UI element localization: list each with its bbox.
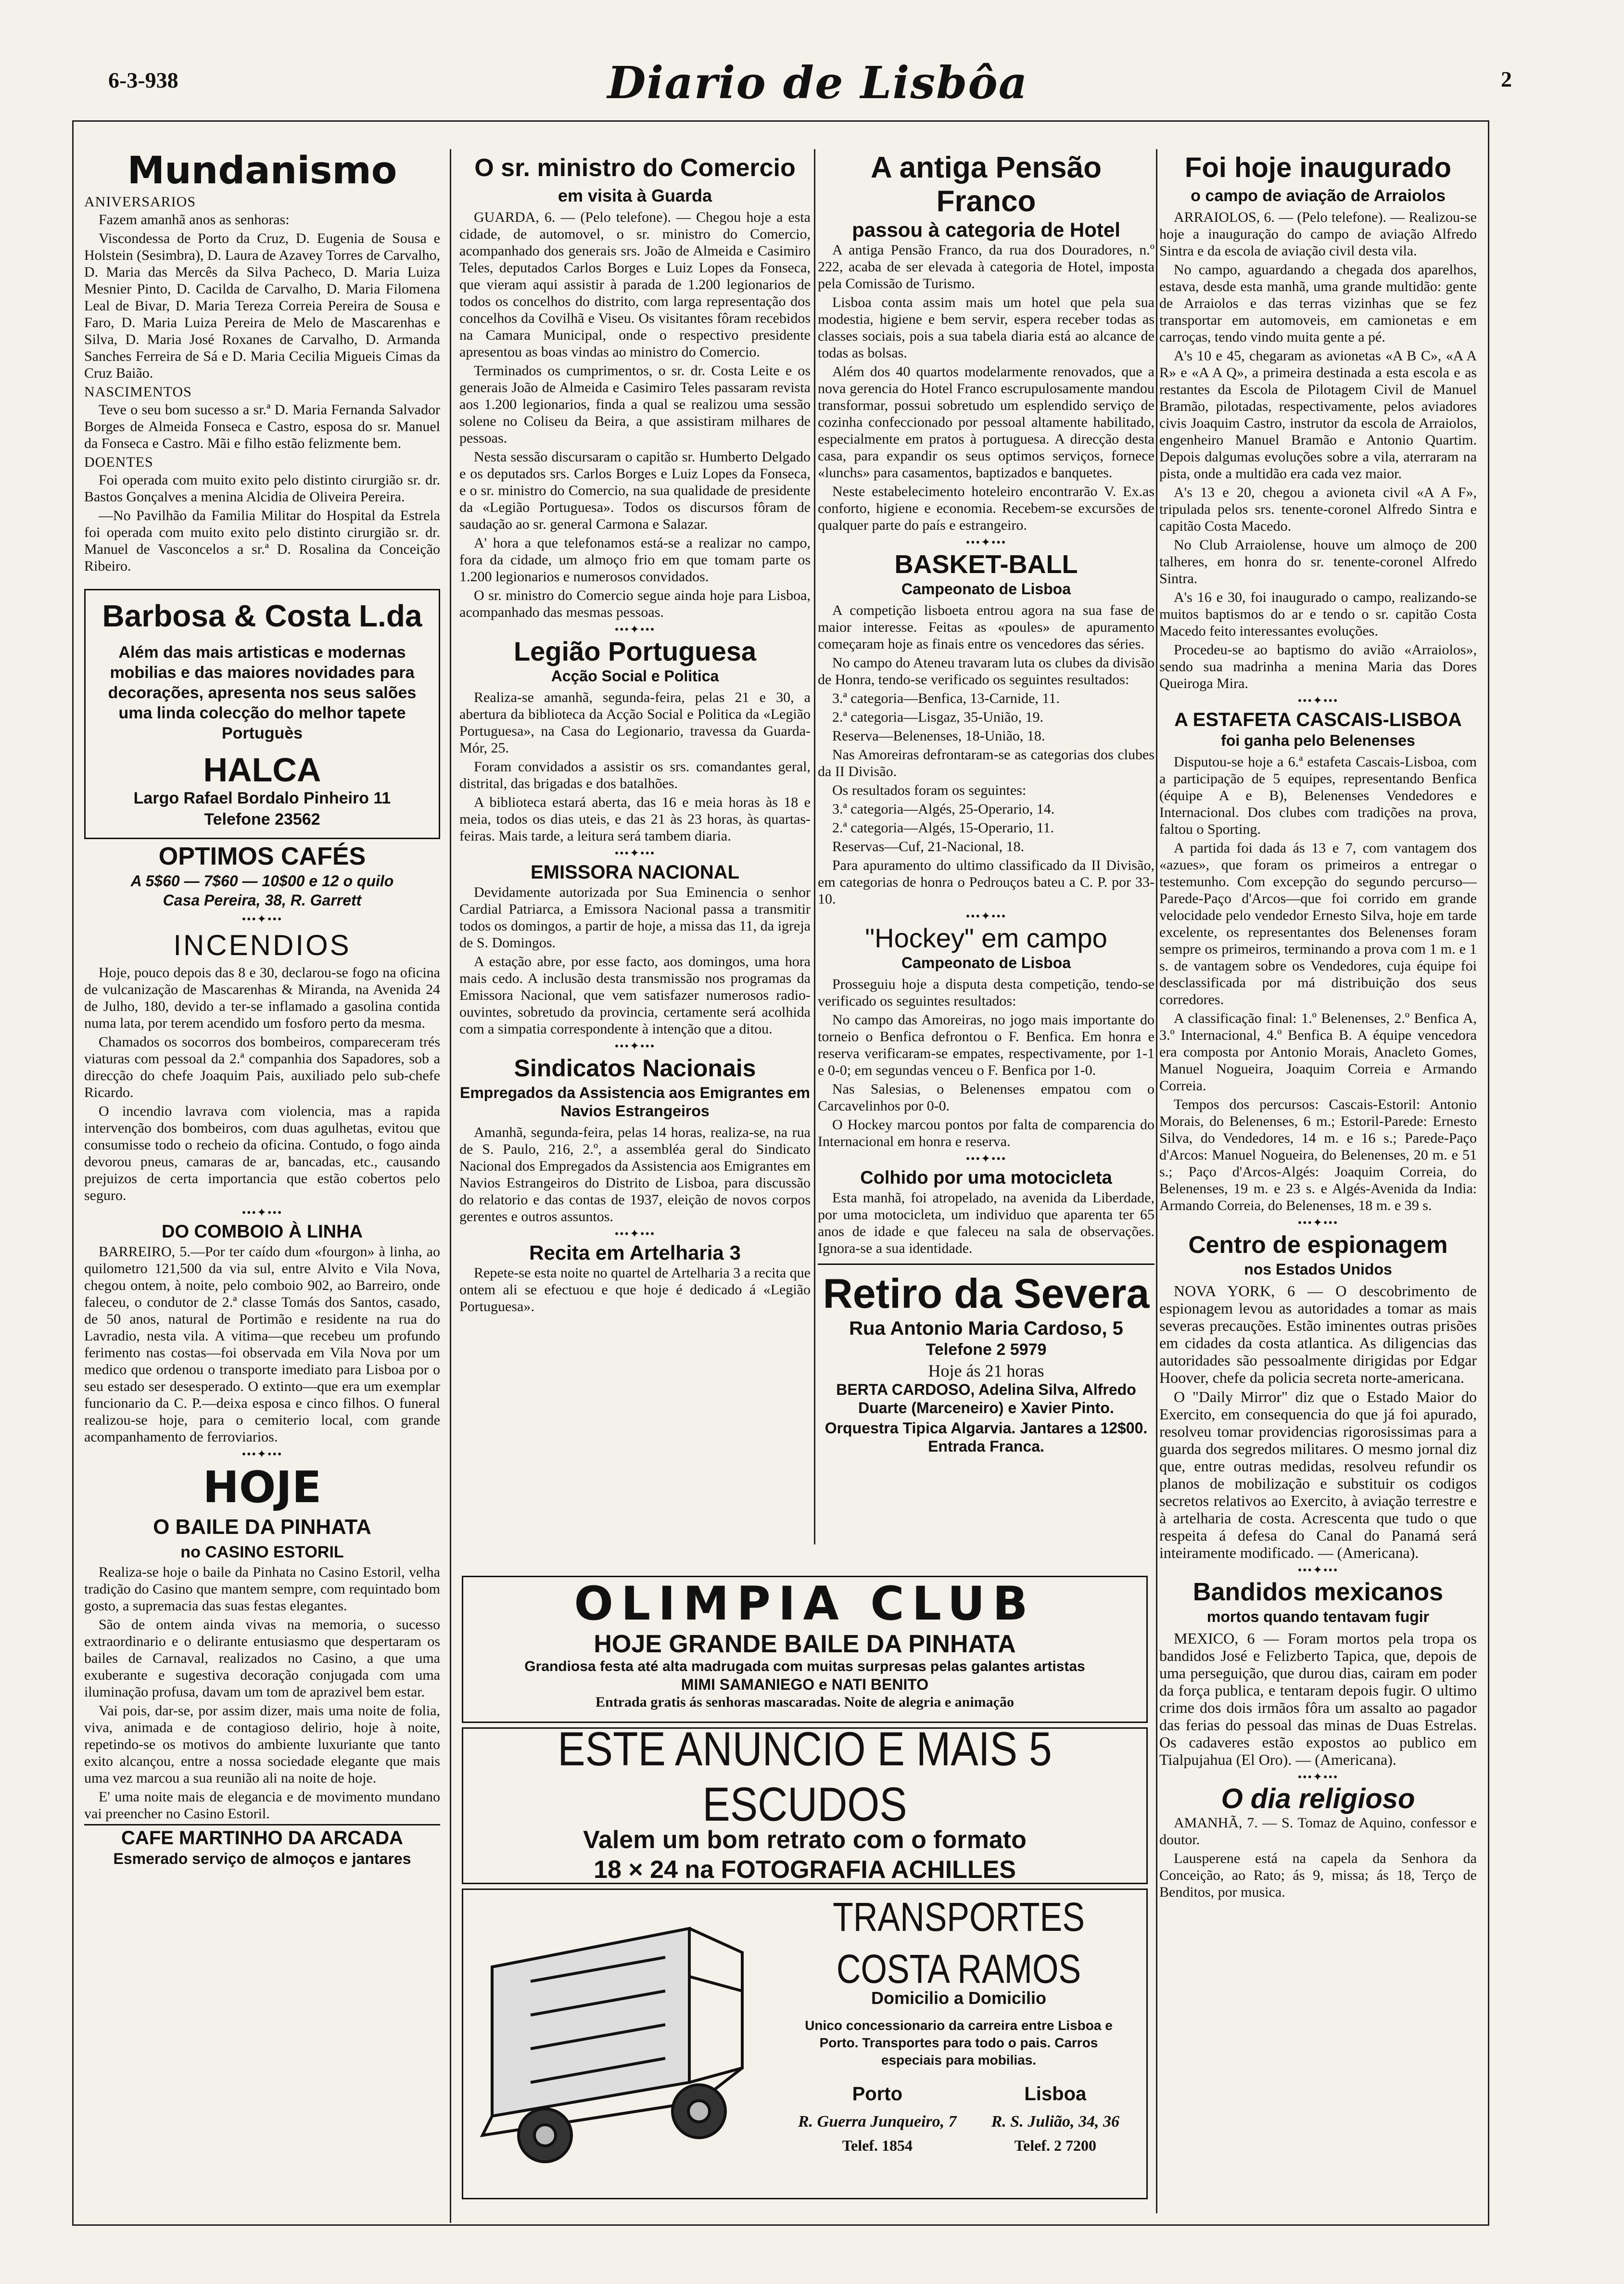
paragraph: NOVA YORK, 6 — O descobrimento de espionagem levou as autoridades a tomar as mais severas precauções. Estão iminentes outras prisões em cidades da costa atlantica. As diligencias das autoridades são pessoalmente dirigidas por Edgar Hoover, chefe da policia secreta norte-americana. xyxy=(1159,1282,1477,1386)
incendios-title: INCENDIOS xyxy=(173,929,351,961)
retiro-phone: Telefone 2 5979 xyxy=(926,1340,1047,1359)
separator: •••✦••• xyxy=(1297,695,1339,707)
paragraph: Disputou-se hoje a 6.ª estafeta Cascais-Lisboa, com a participação de 5 equipes, representando Benfica (équipe A e B), Belenenses Vendedores e Internacional. Dos clubes com tradições na prova, faltou o Sporting. xyxy=(1159,754,1477,837)
lisboa-block xyxy=(991,2083,1119,2155)
barbosa-name: Barbosa & Costa L.da xyxy=(102,599,422,633)
paragraph: Amanhã, segunda-feira, pelas 14 horas, realiza-se, na rua de S. Paulo, 216, 2.º, a assembléa geral do Sindicato Nacional dos Empregados da Assistencia aos Emigrantes em Navios Estrangeiros do Distrito de Lisboa, para discussão do relatorio e das contas de 1937, eleição de novos corpos gerentes e outros assuntos. xyxy=(459,1124,811,1225)
lisboa-phone: Telef. 2 7200 xyxy=(1014,2137,1096,2154)
separator: •••✦••• xyxy=(241,913,283,926)
paragraph: Realiza-se hoje o baile da Pinhata no Casino Estoril, velha tradição do Casino que mantem sempre, com requintado bom gosto, a supremacia das suas festas elegantes. xyxy=(84,1564,440,1614)
paragraph: GUARDA, 6. — (Pelo telefone). — Chegou hoje a esta cidade, de automovel, o sr. ministro do Comercio, acompanhado dos generais srs. João de Almeida e Casimiro Teles, deputados Carlos Borges e Luiz Lopes da Fonseca, que vieram aqui assistir à parada de 1.200 legionarios de todos os concelhos do distrito, com larga representação dos concelhos da Covilhã e Viseu. Os visitantes fôram recebidos na Camara Municipal, onde o respectivo presidente apresentou as boas vindas ao ministro do Comercio. xyxy=(459,209,811,360)
column-rule xyxy=(450,1516,451,2223)
paragraph: Fazem amanhã anos as senhoras: xyxy=(99,212,290,228)
result-line: Reserva—Belenenses, 18-União, 18. xyxy=(832,728,1045,744)
paragraph: Lisboa conta assim mais um hotel que pela sua modestia, higiene e bem servir, espera receber todas as classes sociais, pois a sua tabela diaria está ao alcance de todas as bolsas. xyxy=(818,294,1155,361)
espionagem-title: Centro de espionagem xyxy=(1188,1231,1448,1258)
barbosa-phone: Telefone 23562 xyxy=(204,810,320,829)
result-line: 3.ª categoria—Algés, 25-Operario, 14. xyxy=(832,801,1055,817)
retiro-hours: Hoje ás 21 horas xyxy=(928,1361,1044,1380)
paragraph: Chamados os socorros dos bombeiros, compareceram trés viaturas com pessoal da 2.ª companhia dos Sapadores, sob a direcção do chefe Joaquim Pais, auxiliado pelo sub-chefe Ricardo. xyxy=(84,1034,440,1100)
anuncio-sub: Valem um bom retrato com o formato xyxy=(583,1826,1027,1854)
paragraph: MEXICO, 6 — Foram mortos pela tropa os bandidos José e Felizberto Tapica, que, depois de uma perseguição, que durou dias, cairam em poder da força publica, e tentaram depois fugir. O ultimo crime dos dois irmãos fôra um assalto ao pagador das ferias do pessoal das minas de Duas Estrelas. Os cadaveres estão expostos ao publico em Tialpujahua (El Oro). — (Americana). xyxy=(1159,1630,1477,1768)
cafes-title: OPTIMOS CAFÉS xyxy=(158,842,366,870)
paragraph: A's 10 e 45, chegaram as avionetas «A B C», «A A R» e «A A Q», a primeira destinada a esta escola e as restantes da Escola de Pilotagem Civil de Manuel Bramão, pilotadas, respectivamente, pelos aviadores civis Joaquim Castro, instrutor da escola de Arraiolos, engenheiro Manuel Bramão e Antonio Quartim. Depois dalgumas evoluções sobre a vila, aterraram na pista, onde a multidão era cada vez maior. xyxy=(1159,348,1477,482)
column-1 xyxy=(84,149,440,2218)
transportes-text-block xyxy=(781,1894,1137,2155)
separator: •••✦••• xyxy=(614,1040,656,1053)
lisboa-label: Lisboa xyxy=(1024,2083,1087,2105)
separator: •••✦••• xyxy=(614,847,656,860)
paragraph: Viscondessa de Porto da Cruz, D. Eugenia de Sousa e Holstein (Sesimbra), D. Laura de Azavey Torres de Carvalho, D. Maria das Mercês da Silva Pacheco, D. Maria Luiza Mesnier Pinto, D. Cacilda de Carvalho, D. Maria Filomena Leal de Bivar, D. Maria Tereza Correia Pereira de Sousa e Faro, D. Maria Luiza Pereira de Melo de Mascarenhas e Silva, D. Maria José Roxanes de Carvalho, D. Armanda Sanches Ferreira de Sá e D. Maria Cecilia Migueis Cimas da Cruz Baião. xyxy=(84,230,440,381)
paragraph: Lausperene está na capela da Senhora da Conceição, ao Rato; ás 9, missa; ás 18, Terço de Benditos, por musica. xyxy=(1159,1850,1477,1900)
hockey-sub: Campeonato de Lisboa xyxy=(901,954,1071,971)
paragraph: Prosseguiu hoje a disputa desta competição, tendo-se verificado os seguintes resultados: xyxy=(818,976,1155,1009)
paragraph: E' uma noite mais de elegancia e de movimento mundano vai preencher no Casino Estoril. xyxy=(84,1789,440,1822)
basket-title: BASKET-BALL xyxy=(894,550,1078,579)
retiro-title: Retiro da Severa xyxy=(823,1271,1150,1317)
estafeta-title: A ESTAFETA CASCAIS-LISBOA xyxy=(1174,709,1462,730)
retiro-severa-ad xyxy=(818,1263,1155,1455)
legiao-title: Legião Portuguesa xyxy=(513,636,757,666)
paragraph: O "Daily Mirror" diz que o Estado Maior do Exercito, em consequencia do que já foi apurado, resolveu tomar providencias rigorosissimas para a guarda dos segredos militares. O mesmo jornal diz que, entre outras medidas, resolveu refundir os planos de mobilização e substituir os codigos secretos relativos ao Exercito, à aviação terrestre e à artelharia de costa. Acrescenta que tudo o que respeita á defesa do Canal do Panamá será inteiramente modificado. — (Americana). xyxy=(1159,1388,1477,1561)
bandidos-title: Bandidos mexicanos xyxy=(1193,1578,1444,1606)
paragraph: Terminados os cumprimentos, o sr. dr. Costa Leite e os generais João de Almeida e Casimiro Teles passaram revista aos 1.200 legionarios, finda a qual se realizou uma sessão solene no Coliseu da Beira, a que assistiram milhares de pessoas. xyxy=(459,363,811,446)
paragraph: Nas Salesias, o Belenenses empatou com o Carcavelinhos por 0-0. xyxy=(818,1081,1155,1114)
anuncio-title: ESTE ANUNCIO E MAIS 5 ESCUDOS xyxy=(558,1727,1052,1831)
paragraph: —No Pavilhão da Familia Militar do Hospital da Estrela foi operada com muito exito pelo distinto cirurgião sr. dr. Manuel de Vasconcelos a sr.ª D. Rosalina da Conceição Ribeiro. xyxy=(84,508,440,574)
porto-block xyxy=(798,2083,957,2155)
ministro-sub: em visita à Guarda xyxy=(558,186,712,205)
paragraph: A antiga Pensão Franco, da rua dos Douradores, n.º 222, acaba de ser elevada à categoria de Hotel, imposta pela Comissão de Turismo. xyxy=(818,242,1155,292)
paragraph: No Club Arraiolense, houve um almoço de 200 talheres, em honra do sr. tenente-coronel Alfredo Sintra. xyxy=(1159,537,1477,587)
paragraph: A estação abre, por esse facto, aos domingos, uma hora mais cedo. A inclusão desta transmissão nos programas da Emissora Nacional, que vem satisfazer numerosos radio-ouvintes, sobretudo da provincia, certamente será acolhida com a simpatia correspondente à intenção que a ditou. xyxy=(459,954,811,1037)
inaugurado-sub: o campo de aviação de Arraiolos xyxy=(1191,187,1446,205)
paragraph: Nesta sessão discursaram o capitão sr. Humberto Delgado e os deputados srs. Carlos Borges e Luiz Lopes da Fonseca, e o sr. ministro do Comercio, na sua qualidade de presidente da «Legião Portuguesa». Todos os discursos fôram de saudação ao sr. general Carmona e Salazar. xyxy=(459,449,811,532)
paragraph: A biblioteca estará aberta, das 16 e meia horas às 18 e meia, todos os dias uteis, e das 21 às 23 horas, às quartas-feiras. Mais tarde, a leitura será tambem diaria. xyxy=(459,794,811,844)
recita-title: Recita em Artelharia 3 xyxy=(529,1241,741,1264)
paragraph: Vai pois, dar-se, por assim dizer, mais uma noite de folia, viva, animada e de contagioso delirio, hoje à noite, repetindo-se os motivos do ambiente luxuriante que tanto exito alcançou, entre a nossa sociedade elegante que mais uma vez marcou a sua reunião ali na noite de hoje. xyxy=(84,1703,440,1786)
transportes-sub: Domicilio a Domicilio xyxy=(871,1988,1047,2008)
paragraph: A partida foi dada ás 13 e 7, com vantagem dos «azues», que foram os primeiros a entregar o testemunho. Com excepção do segundo percurso—Parede-Paço d'Arcos—que foi corrido em grande velocidade pelo vendedor Ernesto Silva, hoje em tarde excelente, os representantes dos Belenenses foram sempre os primeiros, terminando a prova com 1 m. e 1 s. de vantagem sobre os Vendedores, cuja équipe foi desclassificada por má distribuição dos seus corredores. xyxy=(1159,840,1477,1008)
paragraph: Foram convidados a assistir os srs. comandantes geral, distrital, das brigadas e dos batalhões. xyxy=(459,759,811,791)
aniversarios-heading: ANIVERSARIOS xyxy=(84,194,196,210)
pensao-sub: passou à categoria de Hotel xyxy=(852,218,1120,241)
basket-sub: Campeonato de Lisboa xyxy=(901,580,1071,598)
transportes-title: TRANSPORTES COSTA RAMOS xyxy=(833,1894,1085,1991)
paragraph: Nas Amoreiras defrontaram-se as categorias dos clubes da II Divisão. xyxy=(818,747,1155,779)
anuncio-size: 18 × 24 na FOTOGRAFIA ACHILLES xyxy=(594,1856,1016,1884)
column-4 xyxy=(1159,149,1477,2218)
paragraph: AMANHÃ, 7. — S. Tomaz de Aquino, confessor e doutor. xyxy=(1159,1815,1477,1848)
separator: •••✦••• xyxy=(965,910,1007,923)
page-number: 2 xyxy=(1501,67,1512,91)
transportes-text: Unico concessionario da carreira entre Lisboa e Porto. Transportes para todo o pais. Carros especiais para mobilias. xyxy=(805,2018,1113,2067)
olimpia-club-ad xyxy=(462,1576,1148,1723)
hoje-title: HOJE xyxy=(203,1462,322,1513)
barbosa-text: Além das mais artisticas e modernas mobilias e das maiores novidades para decorações, apresenta nos seus salões uma linda colecção do melhor tapete Portuguès xyxy=(108,643,417,742)
nascimentos-heading: NASCIMENTOS xyxy=(84,384,192,400)
paragraph: O sr. ministro do Comercio segue ainda hoje para Lisboa, acompanhado das mesmas pessoas. xyxy=(459,587,811,620)
masthead-title: Diario de Lisbôa xyxy=(607,57,1028,109)
separator: •••✦••• xyxy=(1297,1771,1339,1784)
hockey-title: "Hockey" em campo xyxy=(865,923,1107,953)
paragraph: BARREIRO, 5.—Por ter caído dum «fourgon» à linha, ao quilometro 121,500 da via sul, entre Alvito e Vila Nova, chegou ontem, à noite, pelo comboio 902, ao Barreiro, onde faleceu, o condutor de 2.ª classe Tomás dos Santos, casado, de 50 anos, natural de Portimão e residente na rua do Lavradio, nesta vila. A vitima—que recebeu um profundo ferimento nas costas—foi observada em Vila Nova por um medico que ordenou o transporte imediato para Lisboa por o seu estado ser desesperado. O extinto—que era um exemplar funcionario da C. P.—deixa esposa e cinco filhos. O funeral realizou-se hoje, para o cemiterio local, com grande acompanhamento de ferroviarios. xyxy=(84,1244,440,1445)
olimpia-title: OLIMPIA CLUB xyxy=(574,1577,1036,1631)
porto-label: Porto xyxy=(852,2083,903,2105)
halca-brand: HALCA xyxy=(203,751,321,789)
olimpia-sub: HOJE GRANDE BAILE DA PINHATA xyxy=(594,1630,1016,1658)
paragraph: A competição lisboeta entrou agora na sua fase de maior interesse. Feitas as «poules» de apuramento começaram hoje as finais entre os vencedores das séries. xyxy=(818,602,1155,652)
paragraph: Os resultados foram os seguintes: xyxy=(832,782,1027,798)
header-date: 6-3-938 xyxy=(108,68,178,92)
paragraph: Repete-se esta noite no quartel de Artelharia 3 a recita que ontem ali se efectuou e que hoje é dedicado á «Legião Portuguesa». xyxy=(459,1265,811,1314)
estafeta-sub: foi ganha pelo Belenenses xyxy=(1221,732,1415,749)
result-line: 3.ª categoria—Benfica, 13-Carnide, 11. xyxy=(832,690,1060,706)
pensao-title: A antiga Pensão Franco xyxy=(870,151,1102,218)
paragraph: No campo do Ateneu travaram luta os clubes da divisão de Honra, tendo-se verificado os seguintes resultados: xyxy=(818,655,1155,688)
column-rule xyxy=(1156,149,1157,2213)
paragraph: O incendio lavrava com violencia, mas a rapida intervenção dos bombeiros, com duas agulhetas, evitou que consumisse todo o recheio da oficina. Contudo, o fogo ainda devorou pneus, camaras de ar, bancadas, etc., causando prejuizos de certa importancia que estão cobertos pelo seguro. xyxy=(84,1103,440,1203)
column-2 xyxy=(459,149,811,1516)
cafe-martinho-title: CAFE MARTINHO DA ARCADA xyxy=(84,1824,440,1848)
paragraph: Tempos dos percursos: Cascais-Estoril: Antonio Morais, do Belenenses, 6 m.; Estoril-Parede: Ernesto Silva, do Vendedores, 14 m. e 16 s.; Parede-Paço d'Arcos: Manuel Nogueira, do Belenenses, 20 m. e 51 s.; Paço d'Arcos-Algés: Joaquim Correia, do Belenenses, 19 m. e 23 s. e Algés-Avenida da India: Armando Correia, do Belenenses, 18 m. e 39 s. xyxy=(1159,1097,1477,1213)
separator: •••✦••• xyxy=(1297,1564,1339,1577)
paragraph: Para apuramento do ultimo classificado da II Divisão, em categorias de honra o Pedrouços bateu a C. P. por 33-10. xyxy=(818,857,1155,907)
religioso-title: O dia religioso xyxy=(1221,1783,1415,1814)
paragraph: Além dos 40 quartos modelarmente renovados, que a nova gerencia do Hotel Franco escrupulosamente mandou transformar, possui sobretudo um esplendido serviço de cozinha confeccionado por pessoal altamente habilitado, especialmente em pratos à portuguesa. A direcção desta casa, para expandir os seus optimos serviços, fornece «lunchs» para casamentos, baptizados e banquetes. xyxy=(818,364,1155,481)
separator: •••✦••• xyxy=(614,1228,656,1240)
transportes-costa-ramos-ad xyxy=(462,1888,1148,2199)
hoje-subtitle-2: no CASINO ESTORIL xyxy=(180,1543,344,1561)
paragraph: A's 16 e 30, foi inaugurado o campo, realizando-se muitos baptismos do ar e tendo o sr. capitão Costa Macedo feito interessantes evoluções. xyxy=(1159,589,1477,639)
fotografia-achilles-ad xyxy=(462,1727,1148,1884)
paragraph: A's 13 e 20, chegou a avioneta civil «A A F», tripulada pelos srs. tenente-coronel Alfredo Sintra e capitão Costa Macedo. xyxy=(1159,485,1477,534)
legiao-sub: Acção Social e Politica xyxy=(551,667,719,685)
paragraph: Devidamente autorizada por Sua Eminencia o senhor Cardial Patriarca, a Emissora Nacional passa a transmitir todos os domingos, a partir de hoje, a missa das 11, da igreja de S. Domingos. xyxy=(459,884,811,951)
separator: •••✦••• xyxy=(614,624,656,636)
separator: •••✦••• xyxy=(965,536,1007,549)
olimpia-entry: Entrada gratis ás senhoras mascaradas. Noite de alegria e animação xyxy=(596,1694,1014,1710)
barbosa-address: Largo Rafael Bordalo Pinheiro 11 xyxy=(133,789,391,807)
sindicatos-title: Sindicatos Nacionais xyxy=(514,1055,756,1082)
mundanismo-title: Mundanismo xyxy=(127,149,397,192)
olimpia-text: Grandiosa festa até alta madrugada com muitas surpresas pelas galantes artistas xyxy=(524,1659,1085,1674)
separator: •••✦••• xyxy=(241,1448,283,1461)
result-line: 2.ª categoria—Lisgaz, 35-União, 19. xyxy=(832,709,1043,725)
paragraph: Foi operada com muito exito pelo distinto cirurgião sr. dr. Bastos Gonçalves a menina Alcidia de Oliveira Pereira. xyxy=(84,472,440,505)
ministro-title: O sr. ministro do Comercio xyxy=(474,154,796,182)
retiro-orquestra: Orquestra Tipica Algarvia. Jantares a 12$00. Entrada Franca. xyxy=(825,1419,1148,1455)
cafes-address: Casa Pereira, 38, R. Garrett xyxy=(163,892,362,909)
inaugurado-title: Foi hoje inaugurado xyxy=(1184,152,1452,183)
paragraph: No campo, aguardando a chegada dos aparelhos, estava, desde esta manhã, uma grande multidão: gente de Arraiolos e das terras vizinhas que se fez transportar em automoveis, em camionetas e em carroças, tendo vindo muita gente a pé. xyxy=(1159,262,1477,345)
lisboa-address: R. S. Julião, 34, 36 xyxy=(991,2113,1120,2131)
retiro-artists: BERTA CARDOSO, Adelina Silva, Alfredo Duarte (Marceneiro) e Xavier Pinto. xyxy=(836,1381,1136,1416)
emissora-title: EMISSORA NACIONAL xyxy=(530,862,740,883)
paragraph: A classificação final: 1.º Belenenses, 2.º Benfica A, 3.º Internacional, 4.º Benfica B. A équipe vencedora era composta por Antonio Morais, Anacleto Gomes, Manuel Nogueira, Joaquim Correia e Armando Correia. xyxy=(1159,1010,1477,1094)
paragraph: O Hockey marcou pontos por falta de comparencia do Internacional em honra e reserva. xyxy=(818,1117,1155,1149)
porto-address: R. Guerra Junqueiro, 7 xyxy=(798,2113,957,2131)
result-line: Reservas—Cuf, 21-Nacional, 18. xyxy=(832,839,1025,855)
paragraph: Hoje, pouco depois das 8 e 30, declarou-se fogo na oficina de vulcanização de Mascarenhas & Miranda, na Avenida 24 de Julho, 180, devido a ter-se inflamado a gasolina contida numa lata, por terem acendido um fosforo perto da mesma. xyxy=(84,965,440,1031)
paragraph: Realiza-se amanhã, segunda-feira, pelas 21 e 30, a abertura da biblioteca da Acção Social e Politica da «Legião Portuguesa», na Casa do Legionario, travessa da Guarda-Mór, 25. xyxy=(459,689,811,756)
truck-illustration xyxy=(473,1909,771,2179)
column-rule xyxy=(814,149,815,1544)
column-rule xyxy=(450,149,451,1516)
cafes-prices: A 5$60 — 7$60 — 10$00 e 12 o quilo xyxy=(130,872,394,890)
column-3 xyxy=(818,149,1155,1544)
barbosa-costa-ad xyxy=(84,589,440,839)
hoje-subtitle: O BAILE DA PINHATA xyxy=(153,1515,371,1539)
porto-phone: Telef. 1854 xyxy=(842,2137,913,2154)
paragraph: A' hora a que telefonamos está-se a realizar no campo, fora da cidade, um almoço frio em que tomam parte os 1.200 legionarios e numerosos convidados. xyxy=(459,535,811,585)
doentes-heading: DOENTES xyxy=(84,454,153,470)
olimpia-artists: MIMI SAMANIEGO e NATI BENITO xyxy=(681,1676,929,1693)
separator: •••✦••• xyxy=(965,1153,1007,1165)
result-line: 2.ª categoria—Algés, 15-Operario, 11. xyxy=(832,820,1054,836)
separator: •••✦••• xyxy=(241,1207,283,1219)
paragraph: Neste estabelecimento hoteleiro encontrarão V. Ex.as conforto, higiene e economia. Recebem-se excursões de qualquer parte do país e estrangeiro. xyxy=(818,484,1155,533)
paragraph: Esta manhã, foi atropelado, na avenida da Liberdade, por uma motocicleta, um individuo que aparenta ter 65 anos de idade e que faleceu na sala de observações. Ignora-se a sua identidade. xyxy=(818,1190,1155,1256)
paragraph: São de ontem ainda vivas na memoria, o sucesso extraordinario e o delirante entusiasmo que despertaram os bailes de Carnaval, realizados no Casino, a que uma exuberante e sugestiva decoração conjugada com uma iluminação profusa, davam um tom de aprazivel bem estar. xyxy=(84,1617,440,1700)
retiro-address: Rua Antonio Maria Cardoso, 5 xyxy=(849,1318,1123,1339)
paragraph: ARRAIOLOS, 6. — (Pelo telefone). — Realizou-se hoje a inauguração do campo de aviação Alfredo Sintra e da escola de aviação civil desta vila. xyxy=(1159,209,1477,259)
paragraph: No campo das Amoreiras, no jogo mais importante do torneio o Benfica defrontou o F. Benfica. Em honra e reserva verificaram-se empates, respectivamente, por 1-1 e 0-0; em segundas venceu o F. Benfica por 1-0. xyxy=(818,1012,1155,1078)
paragraph: Teve o seu bom sucesso a sr.ª D. Maria Fernanda Salvador Borges de Almeida Fonseca e Castro, esposa do sr. Manuel da Fonseca e Castro. Mãi e filho estão felizmente bem. xyxy=(84,402,440,451)
comboio-title: DO COMBOIO À LINHA xyxy=(162,1222,363,1242)
espionagem-sub: nos Estados Unidos xyxy=(1244,1261,1392,1278)
transportes-addresses xyxy=(781,2083,1137,2155)
sindicatos-sub: Empregados da Assistencia aos Emigrantes em Navios Estrangeiros xyxy=(460,1084,810,1120)
cafe-martinho-sub: Esmerado serviço de almoços e jantares xyxy=(113,1850,411,1867)
paragraph: Procedeu-se ao baptismo do avião «Arraiolos», sendo sua madrinha a menina Maria das Dores Queiroga Mira. xyxy=(1159,642,1477,691)
separator: •••✦••• xyxy=(1297,1217,1339,1229)
bandidos-sub: mortos quando tentavam fugir xyxy=(1206,1608,1430,1625)
colhido-title: Colhido por uma motocicleta xyxy=(860,1168,1112,1188)
